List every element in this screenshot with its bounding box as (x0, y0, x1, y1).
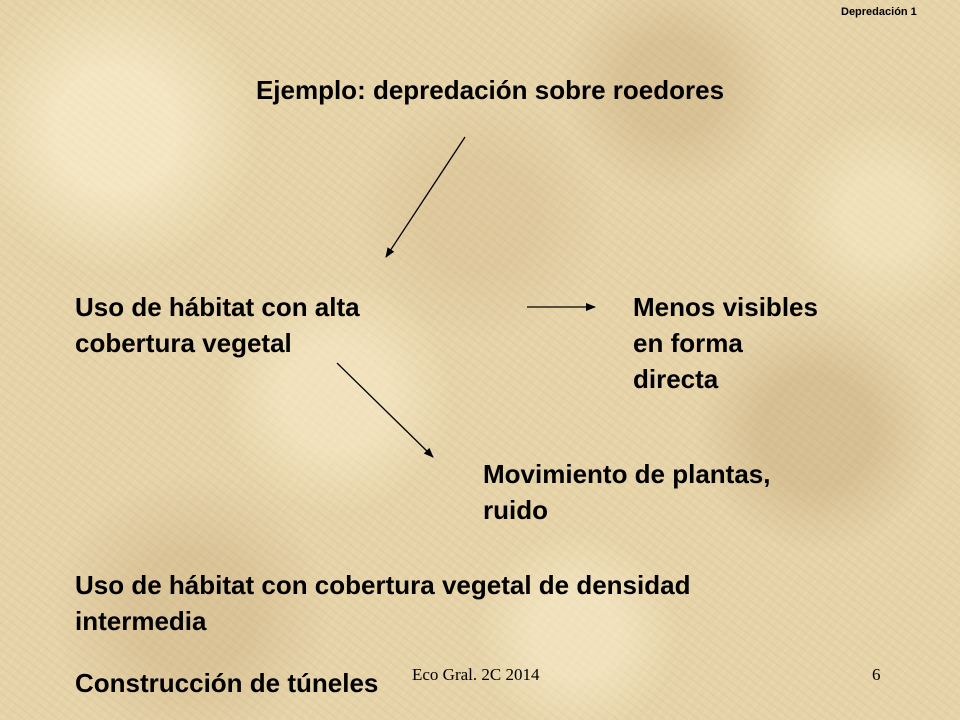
node-line: directa (633, 364, 719, 394)
node-line: en forma (633, 328, 743, 358)
node-line: ruido (483, 495, 548, 525)
footer-source: Eco Gral. 2C 2014 (412, 665, 540, 684)
arrow-habitat-to-movimiento (337, 363, 433, 457)
node-line: Uso de hábitat con alta (75, 292, 360, 322)
node-line: cobertura vegetal (75, 328, 292, 358)
slide-header-label: Depredación 1 (841, 6, 917, 18)
node-line: intermedia (75, 606, 207, 636)
node-line: Uso de hábitat con cobertura vegetal de densidad (75, 570, 691, 600)
slide-page-number: 6 (872, 665, 881, 684)
arrow-title-to-habitat (386, 137, 465, 257)
node-line: Movimiento de plantas, (483, 459, 771, 489)
slide-title: Ejemplo: depredación sobre roedores (255, 75, 725, 105)
node-construccion-tuneles: Construcción de túneles (75, 668, 379, 698)
node-line: Menos visibles (633, 292, 818, 322)
